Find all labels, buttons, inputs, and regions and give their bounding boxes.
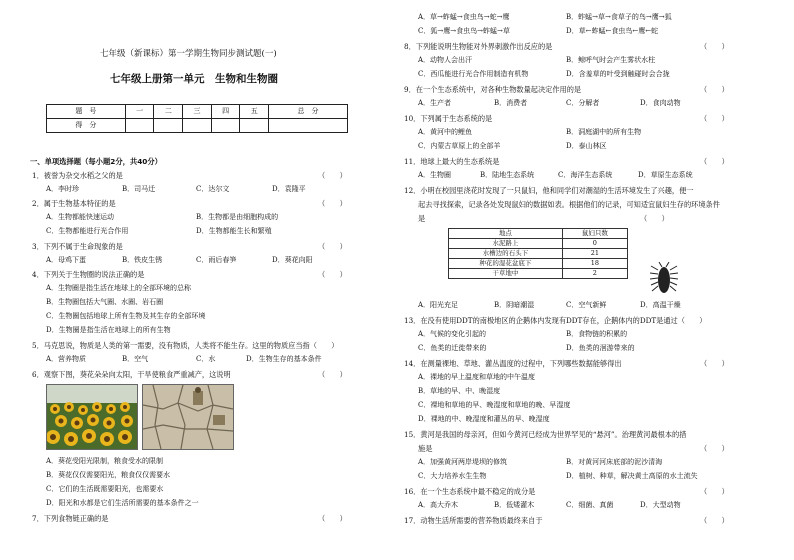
answer-blank[interactable]: （ ） [640,214,669,223]
question-12: 12．小明在校园里浇花时发现了一只鼠妇，他和同学们对潮湿的生活环境发生了兴趣，便一 [404,186,694,195]
score-cell[interactable] [269,119,348,133]
question-1: 1．被誉为杂交水稻之父的是 [32,171,123,180]
option: A．裸地的早上温度和草地的中午温度 [418,373,536,381]
option: A．黄河中的鲤鱼 [418,128,473,136]
question-2: 2．属于生物基本特征的是 [32,199,116,208]
answer-blank[interactable]: （ ） [318,270,347,279]
option: D．裸地的中、晚湿度和灌丛的早、晚湿度 [418,415,550,423]
score-cell[interactable] [125,119,154,133]
answer-blank[interactable]: （ ） [318,199,347,208]
question-10: 10．下列属于生态系统的是 [404,114,493,123]
question-8: 8．下列能说明生物能对外界刺激作出反应的是 [404,42,553,51]
option: D．生物生存的基本条件 [246,355,322,363]
question-12-cont: 起去寻找探索，记录各处发现鼠妇的数据如表。根据他们的记录，可知适宜鼠妇生存的环境条件 [418,200,720,209]
question-5: 5．马克思说，物质是人类的第一需要，没有物质，人类将不能生存。这里的物质应当指（ ） [32,341,339,350]
option: A．生产者 [418,99,452,107]
option: D．草原生态系统 [638,171,693,179]
option: D．食肉动物 [640,99,681,107]
option: A．高大乔木 [418,501,459,509]
option: A．母鸡下蛋 [46,256,87,264]
option: A．草→蚱蜢→食虫鸟→蛇→鹰 [418,13,510,21]
woodlouse-table [448,228,628,279]
option: B．消费者 [494,99,528,107]
option: A．生物圈是指生活在地球上的全部环境的总称 [46,284,192,292]
option: C．细菌、真菌 [566,501,614,509]
option: D．草←蚱蜢←食虫鸟←鹰←蛇 [566,27,659,35]
question-12-cont: 是 [418,214,426,223]
question-4: 4．下列关于生物圈的说法正确的是 [32,270,145,279]
table-cell: 水泥路上 [449,239,563,249]
option: A．营养物质 [46,355,87,363]
sunflower-image [47,385,137,449]
answer-blank[interactable]: （ ） [700,157,729,166]
table-cell: 水槽边的石头下 [449,249,563,259]
score-cell: 一 [125,105,154,119]
option: A．阳光充足 [418,301,459,309]
option: B．生物圈包括大气圈、水圈、岩石圈 [46,298,164,306]
option: B．铁皮生锈 [122,256,163,264]
drought-land-photo [142,384,234,450]
score-cell[interactable] [154,119,183,133]
option: C．空气新鲜 [566,301,607,309]
option: C．达尔文 [196,185,230,193]
option: D．含羞草的叶受到触碰时会合拢 [566,70,670,78]
answer-blank[interactable]: （ ） [318,370,347,379]
option: C．裸地和草地的早、晚湿度和草地的晚、早湿度 [418,401,571,409]
answer-blank[interactable]: （ ） [700,516,729,525]
option: C．分解者 [566,99,600,107]
question-14: 14．在测量裸地、草地、灌丛温度的过程中，下列哪些数据能够得出 [404,359,622,368]
option: D．高温干燥 [640,301,681,309]
option: B．陆地生态系统 [480,171,535,179]
question-7: 7．下列食物链正确的是 [32,514,109,523]
option: D．植树、种草，解决黄土高原的水土流失 [566,472,698,480]
option: C．大力培养水生生物 [418,472,487,480]
table-cell: 2 [562,269,627,279]
answer-blank[interactable]: （ ） [700,85,729,94]
question-11: 11．地球上最大的生态系统是 [404,157,500,166]
option: B．鲸呼气时会产生雾状水柱 [566,56,656,64]
option: B．蚱蜢→草→食草子的鸟→鹰→狐 [566,13,672,21]
answer-blank[interactable]: （ ） [700,114,729,123]
option: C．内蒙古草原上的全部羊 [418,142,501,150]
score-cell: 五 [240,105,269,119]
score-cell: 题 号 [47,105,126,119]
option: B．食物链的积累的 [566,330,628,338]
table-cell: 干草地中 [449,269,563,279]
table-header: 地点 [449,229,563,239]
score-cell[interactable] [211,119,240,133]
question-3: 3．下列不属于生命现象的是 [32,242,123,251]
option: C．生物都能进行光合作用 [46,227,129,235]
score-cell: 总 分 [269,105,348,119]
answer-blank[interactable]: （ ） [318,514,347,523]
option: C．狐→鹰→食虫鸟→蚱蜢→草 [418,27,510,35]
option: D．生物都能生长和繁殖 [196,227,272,235]
option: C．雨后春笋 [196,256,237,264]
option: B．阴暗潮湿 [494,301,535,309]
option: C．海洋生态系统 [558,171,613,179]
option: A．生物都能快速运动 [46,213,115,221]
option: D．葵花向阳 [272,256,313,264]
question-16: 16．在一个生态系统中最不稳定的成分是 [404,487,536,496]
sunflower-field-photo [46,384,138,450]
option: C．西瓜能进行光合作用制造有机物 [418,70,529,78]
option: C．鱼类的迁徙带来的 [418,344,487,352]
option: C．它们的生活既需要阳光，也需要水 [46,485,164,493]
score-cell[interactable] [183,119,212,133]
option: A．葵花受阳光限制，粮食受水的限制 [46,457,164,465]
woodlouse-icon [650,262,678,298]
paper-title: 七年级上册第一单元 生物和生物圈 [110,73,278,85]
option: C．水 [196,355,216,363]
question-15: 15．黄河是我国的母亲河，但如今黄河已经成为世界罕见的“悬河”。治理黄河最根本的措 [404,430,687,439]
option: B．洞庭湖中的所有生物 [566,128,642,136]
answer-blank[interactable]: （ ） [700,487,729,496]
table-header: 鼠妇只数 [562,229,627,239]
score-cell: 二 [154,105,183,119]
answer-blank[interactable]: （ ） [700,359,729,368]
option: D．大型动物 [640,501,681,509]
drought-image [143,385,233,449]
option: B．空气 [122,355,149,363]
option: B．对黄河河床底部的泥沙清淘 [566,458,663,466]
question-15-cont: 施是 [418,444,433,453]
question-17: 17．动物生活所需要的营养物质最终来自于 [404,516,543,525]
score-cell: 三 [183,105,212,119]
paper-subtitle: 七年级（新课标）第一学期生物同步测试题(一) [100,49,277,59]
option: A．生物圈 [418,171,452,179]
option: C．生物圈包括地球上所有生物及其生存的全部环境 [46,312,206,320]
answer-blank[interactable]: （ ） [700,42,729,51]
option: D．袁隆平 [272,185,306,193]
table-cell: 种花的湿花盆底下 [449,259,563,269]
score-table [46,104,348,133]
question-9: 9．在一个生态系统中，对各种生物数量起决定作用的是 [404,85,582,94]
option: A．加强黄河两岸堤坝的修筑 [418,458,508,466]
answer-blank[interactable]: （ ） [700,444,729,453]
score-cell: 得 分 [47,119,126,133]
option: B．司马迁 [122,185,156,193]
table-cell: 21 [562,249,627,259]
table-cell: 0 [562,239,627,249]
question-13: 13．在没有使用DDT的南极地区的企鹅体内发现有DDT存在，企鹅体内的DDT是通过（ ） [404,316,707,325]
option: B．草地的早、中、晚湿度 [418,387,501,395]
option: D．鱼类的洄游带来的 [566,344,635,352]
option: A．气候的变化引起的 [418,330,487,338]
score-cell: 四 [211,105,240,119]
answer-blank[interactable]: （ ） [318,242,347,251]
option: D．泰山林区 [566,142,607,150]
score-cell[interactable] [240,119,269,133]
option: D．阳光和水都是它们生活所需要的基本条件之一 [46,499,199,507]
option: A．动物人会出汗 [418,56,473,64]
section-heading: 一、单项选择题（每小题2分，共40分） [30,157,162,166]
option: B．低矮灌木 [494,501,535,509]
option: A．李时珍 [46,185,80,193]
table-cell: 18 [562,259,627,269]
question-6: 6．观察下图，葵花朵朵向太阳，干旱使粮食严重减产，这说明 [32,370,231,379]
answer-blank[interactable]: （ ） [318,171,347,180]
option: B．葵花仅仅需要阳光，粮食仅仅需要水 [46,471,171,479]
option: D．生物圈是指生活在地球上的所有生物 [46,326,171,334]
option: B．生物都是由细胞构成的 [196,213,279,221]
